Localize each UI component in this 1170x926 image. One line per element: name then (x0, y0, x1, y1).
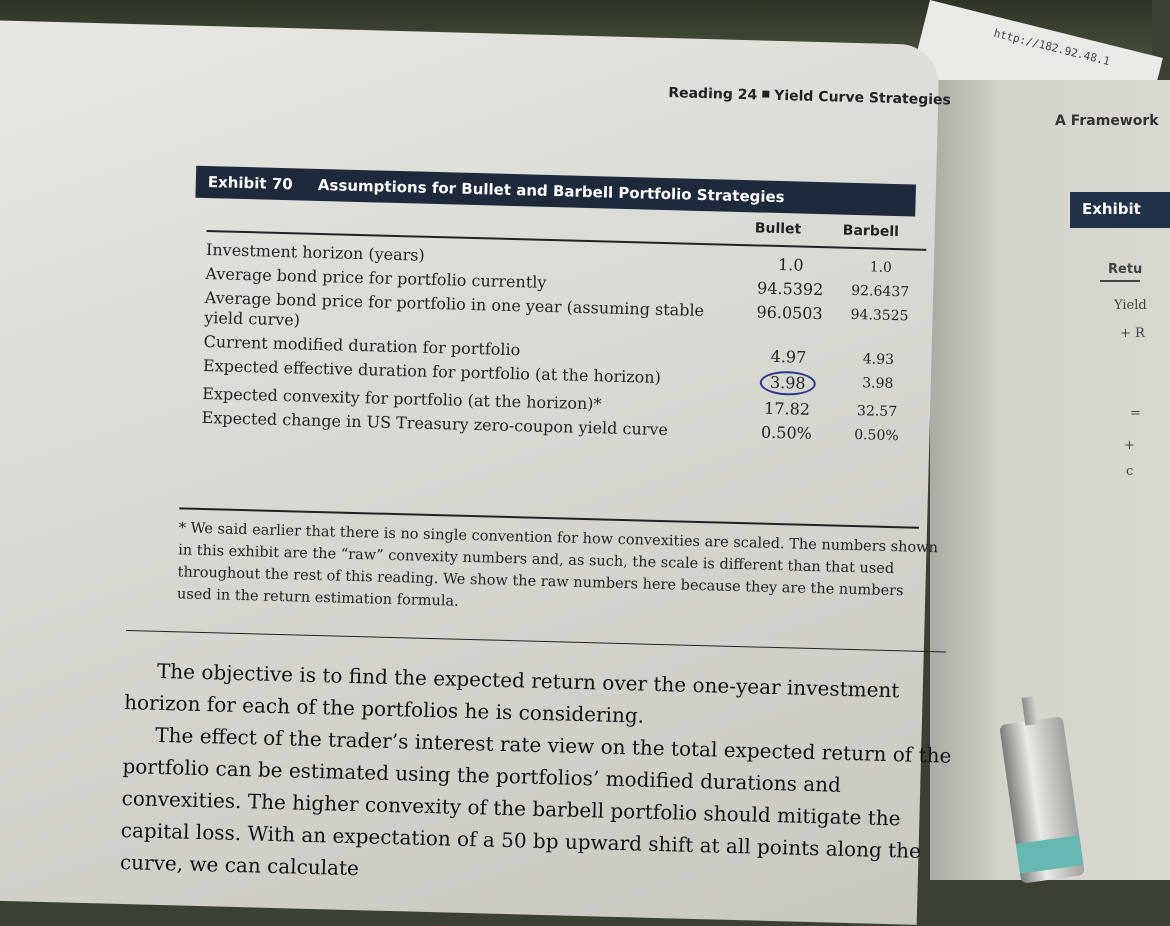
barbell-value: 4.93 (862, 351, 895, 369)
row-label: Expected effective duration for portfolio (at the horizon) (202, 355, 662, 387)
barbell-value: 94.3525 (850, 306, 909, 325)
bullet-value-cell (742, 368, 833, 398)
pencil-grip-band (1016, 835, 1084, 874)
row-label: Expected change in US Treasury zero-coupon yield curve (201, 407, 669, 440)
body-paragraph-1: The objective is to find the expected return over the one-year investment horizon for each of the portfolios he is considering. (123, 658, 900, 728)
right-page-text-6: c (1126, 464, 1134, 479)
right-page-text-1: Retu (1108, 262, 1143, 277)
bullet-value: 94.5392 (756, 278, 824, 300)
running-head (668, 85, 951, 108)
body-text (120, 654, 956, 900)
barbell-value: 3.98 (861, 375, 894, 393)
row-label: Average bond price for portfolio in one year (assuming stable yield curve) (204, 287, 705, 330)
row-label: Expected convexity for portfolio (at the horizon)* (202, 383, 602, 414)
row-label: Investment horizon (years) (205, 239, 426, 265)
right-page-text-4: = (1130, 406, 1141, 421)
barbell-value: 1.0 (869, 259, 893, 276)
bullet-value: 0.50% (760, 422, 813, 443)
right-page-exhibit-label: Exhibit (1070, 192, 1170, 228)
running-head-reading: Reading 24 (668, 85, 758, 104)
running-head-separator (762, 91, 769, 98)
row-label: Average bond price for portfolio currently (205, 263, 547, 292)
bullet-value: 1.0 (777, 254, 804, 275)
exhibit-title: Assumptions for Bullet and Barbell Portfolio Strategies (317, 175, 785, 207)
row-label: Current modified duration for portfolio (203, 331, 521, 360)
bullet-value: 96.0503 (756, 302, 823, 324)
bullet-value-circled: 3.98 (760, 371, 816, 396)
exhibit-number: Exhibit 70 (207, 173, 293, 194)
barbell-value: 32.57 (856, 403, 898, 421)
right-page-text-2: Yield (1114, 298, 1147, 313)
assumptions-table (201, 238, 926, 449)
column-header-barbell: Barbell (842, 222, 900, 241)
right-page-header: A Framework (1055, 113, 1159, 129)
bullet-value: 17.82 (763, 398, 811, 419)
right-page-rule (1100, 280, 1140, 282)
paper-url: http://182.92.48.1 (992, 26, 1112, 69)
barbell-value: 0.50% (853, 427, 899, 445)
bullet-value: 4.97 (770, 346, 807, 367)
left-page (0, 20, 952, 925)
column-header-bullet: Bullet (754, 220, 802, 238)
footnote-rule (126, 630, 946, 652)
exhibit-title-bar (195, 166, 916, 217)
right-page-text-3: + R (1120, 326, 1145, 341)
exhibit-footnote: * We said earlier that there is no single convention for how convexities are scaled. The numbers shown in this exhibit are the “raw” convexity numbers and, as such, the scale is different than that used throughout the rest of this reading. We show the raw numbers here because they are the numbers used in the return estimation formula. (176, 520, 939, 610)
body-paragraph-2: The effect of the trader’s interest rate view on the total expected return of the portfolio can be estimated using the portfolios’ modified durations and convexities. The higher convexity of the barbell portfolio should mitigate the capital loss. With an expectation of a 50 bp upward shift at all points along the curve, we can calculate (119, 722, 952, 881)
running-head-title: Yield Curve Strategies (773, 87, 952, 109)
right-page-text-5: + (1124, 438, 1135, 453)
barbell-value: 92.6437 (851, 282, 910, 301)
